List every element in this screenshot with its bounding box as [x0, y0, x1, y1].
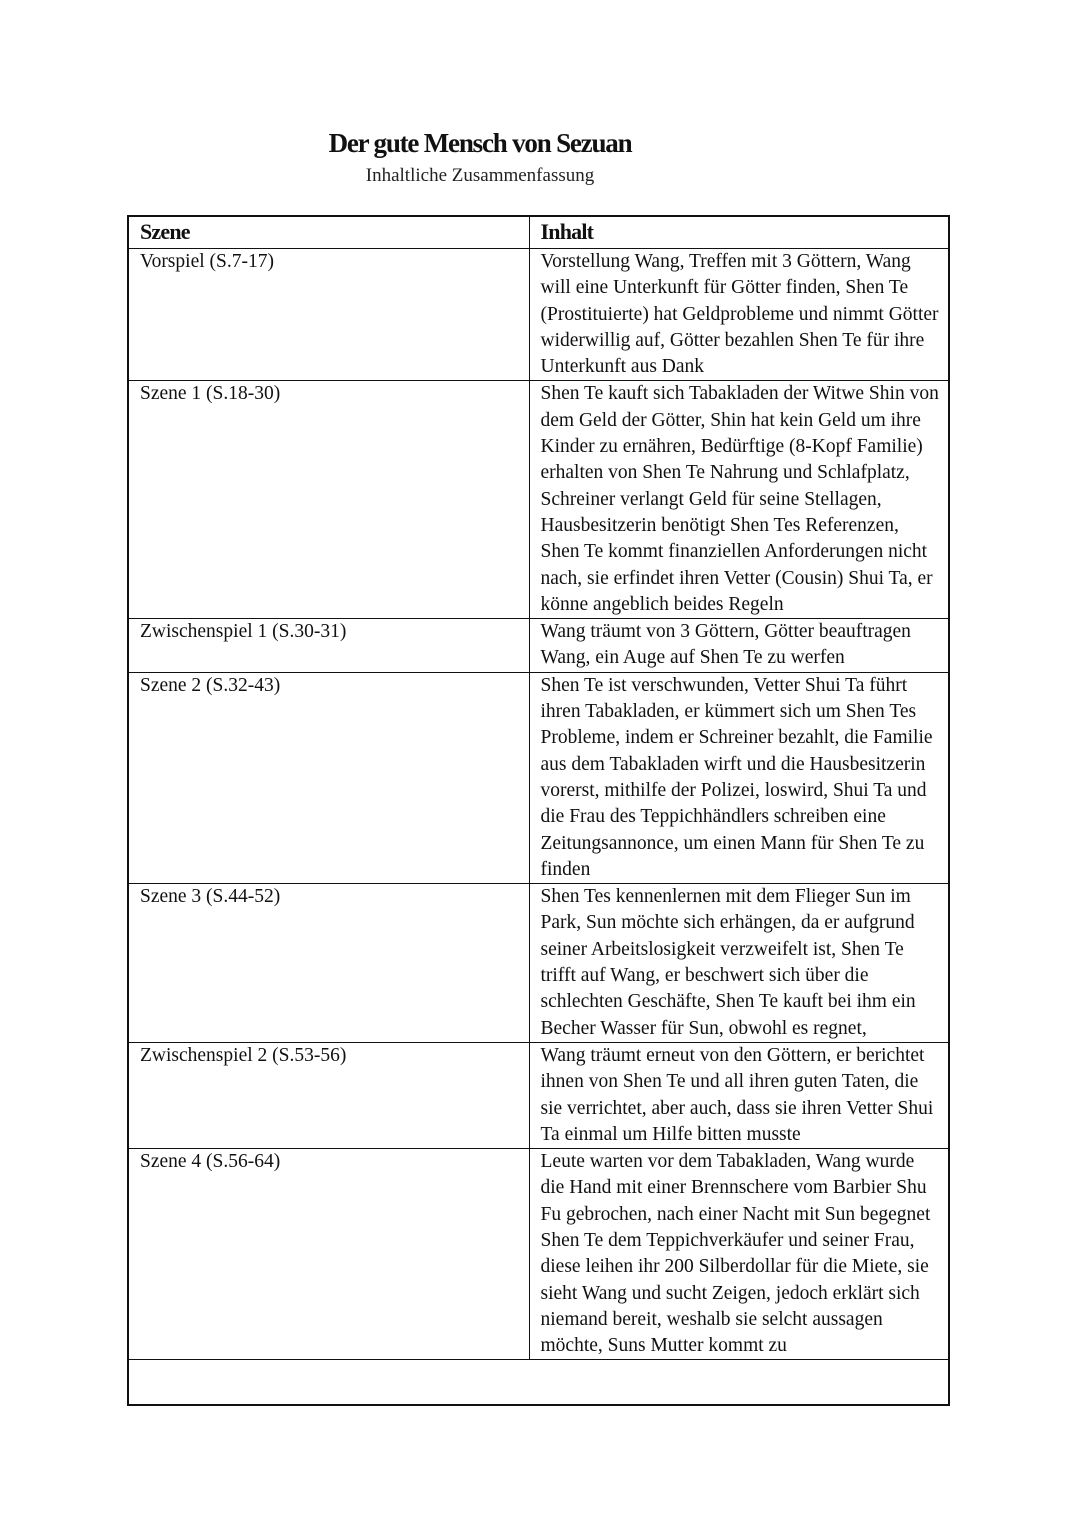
- table-row: [129, 619, 948, 673]
- content-cell: Shen Tes kennenlernen mit dem Flieger Sun im Park, Sun möchte sich erhängen, da er aufgrund seiner Arbeitslosigkeit verzweifelt ist, Shen Te trifft auf Wang, er beschwert sich über die schlechten Geschäfte, Shen Te kauft bei ihm ein Becher Wasser für Sun, obwohl es regnet,: [529, 884, 948, 1043]
- table-header-row: [129, 217, 948, 249]
- scene-cell: Zwischenspiel 1 (S.30-31): [129, 619, 529, 673]
- scene-cell: Szene 3 (S.44-52): [129, 884, 529, 1043]
- scene-cell: Szene 2 (S.32-43): [129, 672, 529, 883]
- scene-cell: Vorspiel (S.7-17): [129, 249, 529, 381]
- column-header-scene: Szene: [129, 217, 529, 249]
- table-row: [129, 1042, 948, 1148]
- document-title: Der gute Mensch von Sezuan: [328, 128, 632, 158]
- summary-table: [129, 217, 948, 1360]
- content-cell: Wang träumt erneut von den Göttern, er berichtet ihnen von Shen Te und all ihren guten Taten, die sie verrichtet, aber auch, dass sie ihren Vetter Shui Ta einmal um Hilfe bitten musste: [529, 1042, 948, 1148]
- content-cell: Wang träumt von 3 Göttern, Götter beauftragen Wang, ein Auge auf Shen Te zu werfen: [529, 619, 948, 673]
- content-cell: Vorstellung Wang, Treffen mit 3 Göttern, Wang will eine Unterkunft für Götter finden, Shen Te (Prostituierte) hat Geldprobleme und nimmt Götter widerwillig auf, Götter bezahlen Shen Te für ihre Unterkunft aus Dank: [529, 249, 948, 381]
- content-cell: Shen Te ist verschwunden, Vetter Shui Ta führt ihren Tabakladen, er kümmert sich um Shen Tes Probleme, indem er Schreiner bezahlt, die Familie aus dem Tabakladen wirft und die Hausbesitzerin vorerst, mithilfe der Polizei, loswird, Shui Ta und die Frau des Teppichhändlers schreiben eine Zeitungsannonce, um einen Mann für Shen Te zu finden: [529, 672, 948, 883]
- table-row: [129, 381, 948, 619]
- table-row: [129, 672, 948, 883]
- content-cell: Shen Te kauft sich Tabakladen der Witwe Shin von dem Geld der Götter, Shin hat kein Geld um ihre Kinder zu ernähren, Bedürftige (8-Kopf Familie) erhalten von Shen Te Nahrung und Schlafplatz, Schreiner verlangt Geld für seine Stellagen, Hausbesitzerin benötigt Shen Tes Referenzen, Shen Te kommt finanziellen Anforderungen nicht nach, sie erfindet ihren Vetter (Cousin) Shui Ta, er könne angeblich beides Regeln: [529, 381, 948, 619]
- scene-cell: Zwischenspiel 2 (S.53-56): [129, 1042, 529, 1148]
- column-header-content: Inhalt: [529, 217, 948, 249]
- summary-table-container: [127, 215, 950, 1406]
- table-row: [129, 1149, 948, 1360]
- table-row: [129, 884, 948, 1043]
- document-subtitle: Inhaltliche Zusammenfassung: [365, 165, 595, 186]
- scene-cell: Szene 1 (S.18-30): [129, 381, 529, 619]
- content-cell: Leute warten vor dem Tabakladen, Wang wurde die Hand mit einer Brennschere vom Barbier Shu Fu gebrochen, nach einer Nacht mit Sun begegnet Shen Te dem Teppichverkäufer und seiner Frau, diese leihen ihr 200 Silberdollar für die Miete, sie sieht Wang und sucht Zeigen, jedoch erklärt sich niemand bereit, weshalb sie selcht aussagen möchte, Suns Mutter kommt zu: [529, 1149, 948, 1360]
- table-row: [129, 249, 948, 381]
- scene-cell: Szene 4 (S.56-64): [129, 1149, 529, 1360]
